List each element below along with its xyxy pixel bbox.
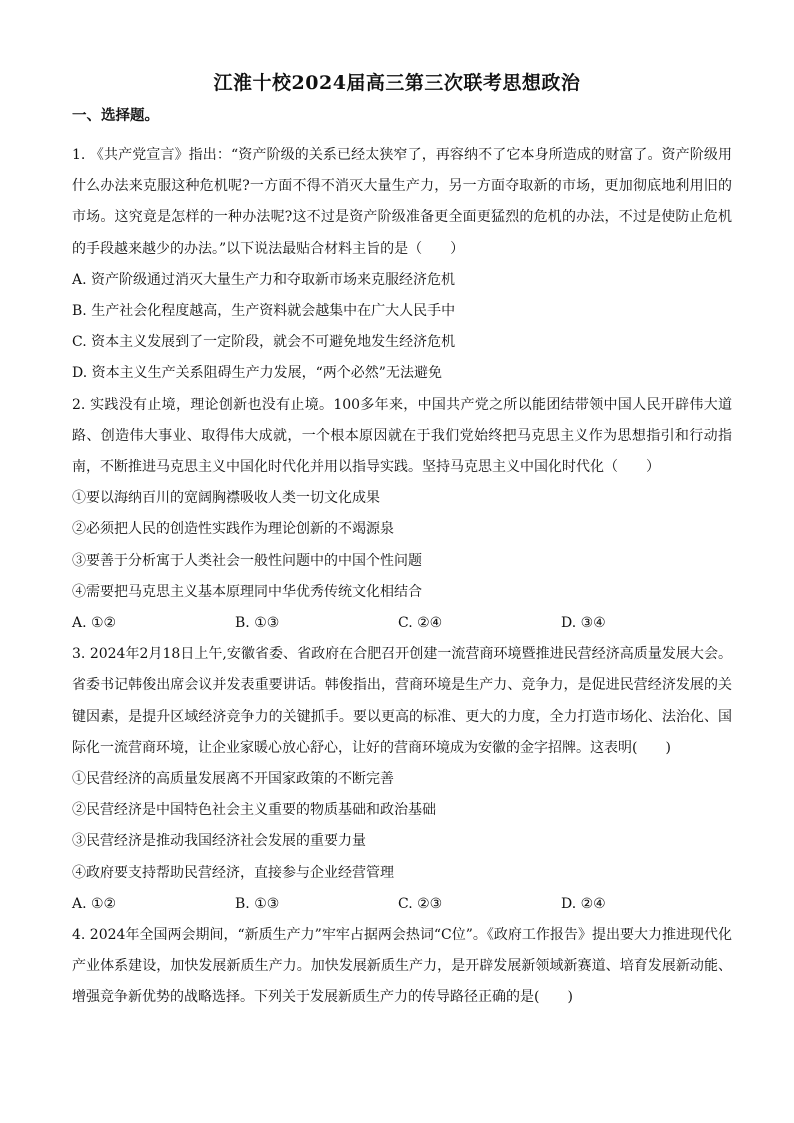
question-2 [72,390,732,640]
question-2-statement-1: ①要以海纳百川的宽阔胸襟吸收人类一切文化成果 [72,490,380,507]
question-3-statement-1: ①民营经济的高质量发展离不开国家政策的不断完善 [72,771,394,788]
question-2-stem: 2. 实践没有止境，理论创新也没有止境。100多年来，中国共产党之所以能团结带领中国人民开辟伟大道路、创造伟大事业、取得伟大成就，一个根本原因就在于我们党始终把马克思主义作为思想指引和行动指南，不断推进马克思主义中国化时代化并用以指导实践。坚持马克思主义中国化时代化（ ） [72,396,732,476]
question-2-choice-c: C. ②④ [398,615,443,632]
question-2-statement-4: ④需要把马克思主义基本原理同中华优秀传统文化相结合 [72,583,422,600]
question-3-statement-3: ③民营经济是推动我国经济社会发展的重要力量 [72,833,366,850]
question-3-choice-b: B. ①③ [235,895,280,912]
question-4-stem: 4. 2024年全国两会期间，“新质生产力”牢牢占据两会热词“C位”。《政府工作报告》提出要大力推进现代化产业体系建设，加快发展新质生产力。加快发展新质生产力，是开辟发展新领域新赛道、培育发展新动能、增强竞争新优势的战略选择。下列关于发展新质生产力的传导路径正确的是( ) [72,927,732,1006]
question-2-choice-a: A. ①② [72,615,117,632]
question-4 [72,920,732,1014]
question-2-statement-3: ③要善于分析寓于人类社会一般性问题中的中国个性问题 [72,552,422,569]
question-3-choice-a: A. ①② [72,895,117,912]
question-1-choice-c: C. 资本主义发展到了一定阶段，就会不可避免地发生经济危机 [72,334,456,351]
question-2-choice-b: B. ①③ [235,615,280,632]
section-heading: 一、选择题。 [72,107,159,124]
question-2-choices [72,608,732,639]
question-3-stem: 3. 2024年2月18日上午,安徽省委、省政府在合肥召开创建一流营商环境暨推进民营经济高质量发展大会。省委书记韩俊出席会议并发表重要讲话。韩俊指出，营商环境是生产力、竞争力，是促进民营经济发展的关键因素，是提升区域经济竞争力的关键抓手。要以更高的标准、更大的力度，全力打造市场化、法治化、国际化一流营商环境，让企业家暖心放心舒心，让好的营商环境成为安徽的金字招牌。这表明( ) [72,646,732,756]
question-3-choice-d: D. ②④ [561,895,606,912]
question-1-choice-d: D. 资本主义生产关系阻碍生产力发展，“两个必然”无法避免 [72,365,442,382]
question-1-choice-a: A. 资产阶级通过消灭大量生产力和夺取新市场来克服经济危机 [72,271,456,288]
document-title: 江淮十校2024届高三第三次联考思想政治 [213,72,581,94]
question-1-choice-b: B. 生产社会化程度越高，生产资料就会越集中在广大人民手中 [72,303,456,320]
question-2-choice-d: D. ③④ [561,615,606,632]
questions-body [72,140,732,1014]
question-3-choices [72,889,732,920]
question-1 [72,140,732,390]
question-3-statement-4: ④政府要支持帮助民营经济，直接参与企业经营管理 [72,864,394,881]
question-2-statement-2: ②必须把人民的创造性实践作为理论创新的不竭源泉 [72,521,394,538]
question-3 [72,639,732,920]
question-1-stem: 1. 《共产党宣言》指出：“资产阶级的关系已经太狭窄了，再容纳不了它本身所造成的财富了。资产阶级用什么办法来克服这种危机呢?一方面不得不消灭大量生产力，另一方面夺取新的市场，更加彻底地利用旧的市场。这究竟是怎样的一种办法呢?这不过是资产阶级准备更全面更猛烈的危机的办法，不过是使防止危机的手段越来越少的办法。”以下说法最贴合材料主旨的是（ ） [72,147,732,257]
question-3-statement-2: ②民营经济是中国特色社会主义重要的物质基础和政治基础 [72,802,436,819]
question-3-choice-c: C. ②③ [398,895,443,912]
